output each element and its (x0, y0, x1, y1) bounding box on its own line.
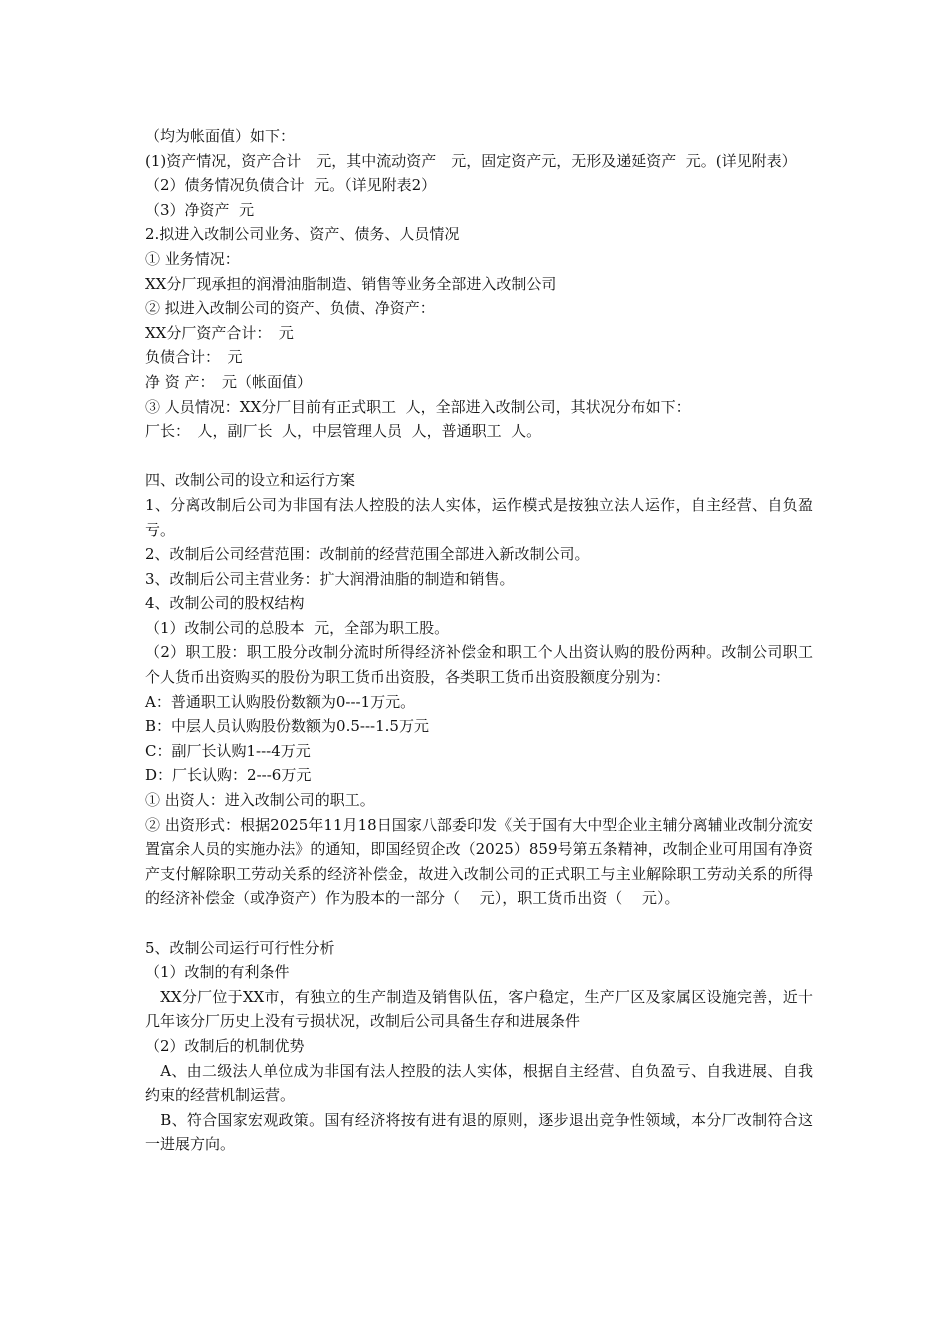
section-heading: 4、改制公司的股权结构 (145, 594, 305, 613)
text-line: D：厂长认购：2---6万元 (145, 766, 312, 785)
blank-line (145, 444, 813, 469)
text-line: （1）改制公司的总股本 元，全部为职工股。 (145, 618, 450, 637)
text-line: XX分厂位于XX市，有独立的生产制造及销售队伍，客户稳定，生产厂区及家属区设施完善，近十几年该分厂历史上没有亏损状况，改制后公司具备生存和进展条件 (145, 987, 813, 1031)
text-line: ① 业务情况： (145, 249, 240, 268)
text-line: 2、改制后公司经营范围：改制前的经营范围全部进入新改制公司。 (145, 545, 590, 564)
section-heading: 5、改制公司运行可行性分析 (145, 938, 335, 957)
text-line: （2）职工股：职工股分改制分流时所得经济补偿金和职工个人出资认购的股份两种。改制公司职工个人货币出资购买的股份为职工货币出资股，各类职工货币出资股额度分别为： (145, 643, 813, 687)
text-line: （1）改制的有利条件 (145, 963, 290, 982)
text-line: 1、分离改制后公司为非国有法人控股的法人实体，运作模式是按独立法人运作，自主经营、自负盈亏。 (145, 495, 813, 539)
text-line: XX分厂现承担的润滑油脂制造、销售等业务全部进入改制公司 (145, 274, 557, 293)
text-line: ③ 人员情况：XX分厂目前有正式职工 人，全部进入改制公司，其状况分布如下： (145, 397, 691, 416)
text-line: XX分厂资产合计： 元 (145, 323, 294, 342)
text-line: C：副厂长认购1---4万元 (145, 741, 311, 760)
document-body (145, 124, 813, 1157)
blank-line (145, 911, 813, 936)
section-heading: 2.拟进入改制公司业务、资产、债务、人员情况 (145, 225, 460, 244)
text-line: (1)资产情况，资产合计 元，其中流动资产 元，固定资产元，无形及递延资产 元。(详见附表） (145, 151, 797, 170)
text-line: 负债合计： 元 (145, 348, 243, 367)
text-line: （均为帐面值）如下： (145, 127, 296, 145)
text-line: ② 拟进入改制公司的资产、负债、净资产： (145, 299, 435, 318)
text-line: ② 出资形式：根据2025年11月18日国家八部委印发《关于国有大中型企业主辅分离辅业改制分流安置富余人员的实施办法》的通知，即国经贸企改（2025）859号第五条精神，改制企业可用国有净资产支付解除职工劳动关系的经济补偿金，故进入改制公司的正式职工与主业解除职工劳动关系的所得的经济补偿金（或净资产）作为股本的一部分（ 元），职工货币出资（ 元）。 (145, 815, 813, 908)
text-line: A：普通职工认购股份数额为0---1万元。 (145, 692, 416, 711)
text-line: 3、改制后公司主营业务：扩大润滑油脂的制造和销售。 (145, 569, 515, 588)
text-line: 厂长： 人，副厂长 人，中层管理人员 人，普通职工 人。 (145, 422, 542, 441)
text-line: 净 资 产： 元（帐面值） (145, 372, 313, 391)
text-line: B：中层人员认购股份数额为0.5---1.5万元 (145, 717, 429, 736)
text-line: （3）净资产 元 (145, 200, 255, 219)
text-line: A、由二级法人单位成为非国有法人控股的法人实体，根据自主经营、自负盈亏、自我进展、自我约束的经营机制运营。 (145, 1061, 813, 1105)
text-line: ① 出资人：进入改制公司的职工。 (145, 791, 375, 810)
text-line: B、符合国家宏观政策。国有经济将按有进有退的原则，逐步退出竞争性领域，本分厂改制符合这一进展方向。 (145, 1110, 813, 1154)
text-line: （2）债务情况负债合计 元。（详见附表2） (145, 176, 437, 195)
text-line: （2）改制后的机制优势 (145, 1036, 305, 1055)
section-heading: 四、改制公司的设立和运行方案 (145, 471, 356, 490)
